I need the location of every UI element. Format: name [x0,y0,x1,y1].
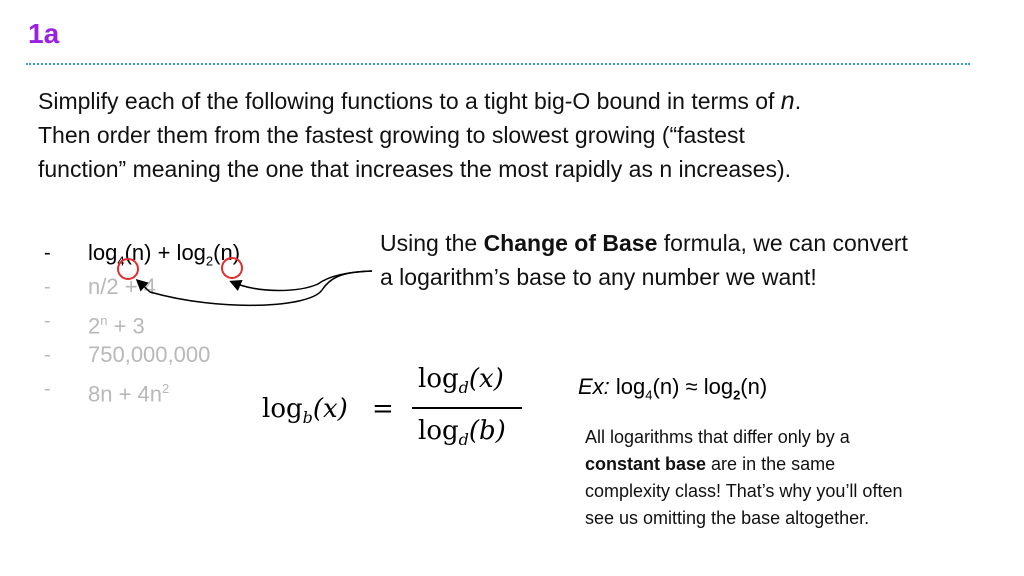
log-base-4: 4 [117,253,125,269]
function-text: 750,000,000 [88,342,211,367]
problem-statement [38,84,978,186]
function-text: $\log_4(n) + \log_2(n)$ [88,240,241,269]
formula-lhs: $\log_b(x)$ [262,394,348,428]
log-base-2: 2 [205,253,214,269]
formula-equals: = [372,394,394,424]
example-label: Ex: [578,374,610,399]
formula-denominator: $\log_d(b)$ [418,416,506,450]
change-of-base-formula [262,362,542,452]
fraction-bar [412,407,522,409]
constant-base-term: constant base [585,454,707,474]
function-text: n/2 + 4 [88,274,156,299]
bullet-dash: - [44,378,51,400]
base-4-highlight-circle [117,258,139,280]
problem-line-1: Simplify each of the following functions to a tight big-O bound in terms of [38,88,781,114]
formula-numerator: $\log_d(x)$ [418,364,504,398]
arrow-to-base-2 [232,271,372,291]
problem-line-2: Then order them from the fastest growing to slowest growing (“fastest [38,122,745,148]
problem-line-1-end: . [794,88,802,114]
bullet-dash: - [44,344,51,366]
function-text: $2^n + 3$ [88,313,145,339]
n-variable: n [780,87,795,115]
change-of-base-term: Change of Base [483,230,658,256]
function-text: $8n + 4n^2$ [88,381,170,407]
bullet-dash: - [44,276,51,298]
bullet-dash: - [44,310,51,332]
example-equivalence: Ex: $\log_4(n) \approx \log_2(n)$ [578,374,768,403]
bullet-dash: - [44,242,51,264]
slide-title: 1a [28,18,60,49]
change-of-base-note: Using the Change of Base formula, we can convert a logarithm’s base to any number we want! [380,230,908,290]
base-2-highlight-circle [221,257,243,279]
problem-line-3: function” meaning the one that increases the most rapidly as n increases). [38,156,792,182]
title-divider [26,63,970,65]
constant-base-note: All logarithms that differ only by a constant base are in the same complexity class! That’s why you’ll often see us omitting the base altogether. [585,427,903,528]
